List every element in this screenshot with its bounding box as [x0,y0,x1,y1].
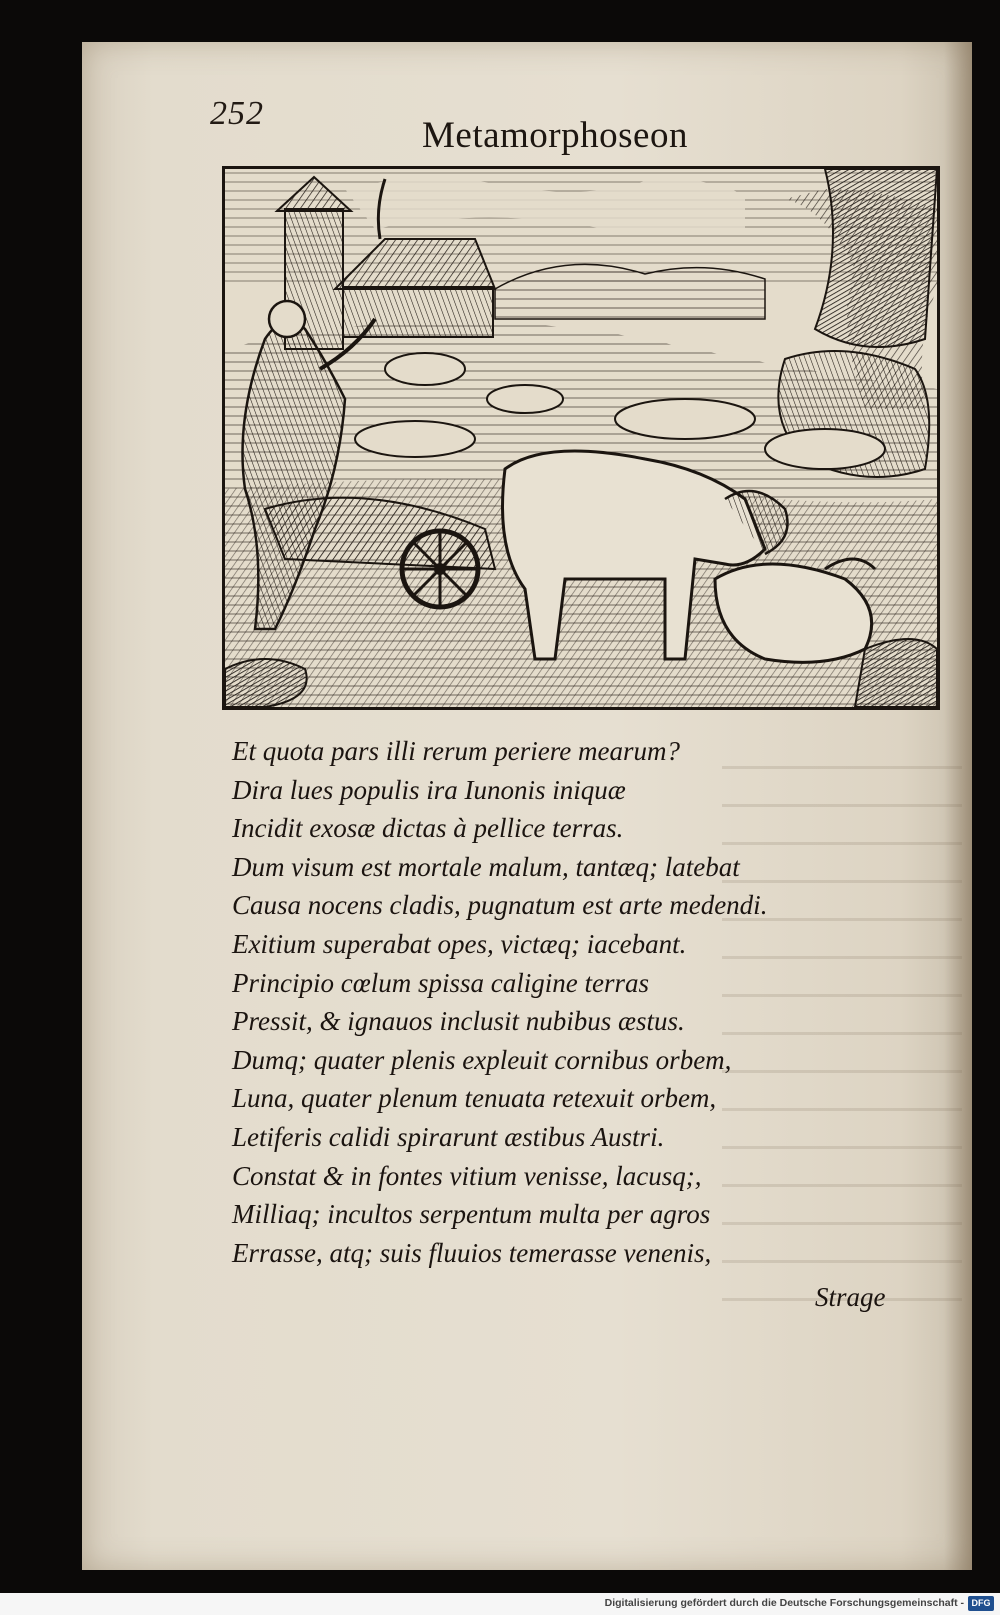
funding-credit: Digitalisierung gefördert durch die Deutsche Forschungsgemeinschaft - [604,1597,964,1609]
verse-line: Dira lues populis ira Iunonis iniquæ [232,774,626,805]
woodcut-illustration [222,166,940,710]
catchword: Strage [815,1282,886,1312]
verse-line: Constat & in fontes vitium venisse, lacusq;, [232,1160,702,1191]
verse-line: Pressit, & ignauos inclusit nubibus æstus. [232,1006,685,1037]
verse-text [232,732,882,1272]
verse-line: Causa nocens cladis, pugnatum est arte medendi. [232,890,768,921]
dfg-logo-icon: DFG [968,1596,994,1611]
verse-line: Exitium superabat opes, victæq; iacebant. [232,928,687,959]
book-page [82,42,972,1570]
verse-line: Principio cœlum spissa caligine terras [232,967,649,998]
verse-line: Dum visum est mortale malum, tantæq; latebat [232,851,740,882]
woodcut-drawing [225,169,937,707]
verse-line: Dumq; quater plenis expleuit cornibus orbem, [232,1044,732,1075]
verse-line: Luna, quater plenum tenuata retexuit orbem, [232,1083,717,1114]
verse-line: Errasse, atq; suis fluuios temerasse venenis, [232,1237,712,1268]
verse-line: Et quota pars illi rerum periere mearum? [232,736,680,766]
page-number: 252 [210,95,264,132]
verse-line: Milliaq; incultos serpentum multa per agros [232,1199,711,1230]
verse-line: Letiferis calidi spirarunt æstibus Austri. [232,1121,665,1152]
running-head: Metamorphoseon [422,115,688,156]
verse-line: Incidit exosæ dictas à pellice terras. [232,813,624,844]
